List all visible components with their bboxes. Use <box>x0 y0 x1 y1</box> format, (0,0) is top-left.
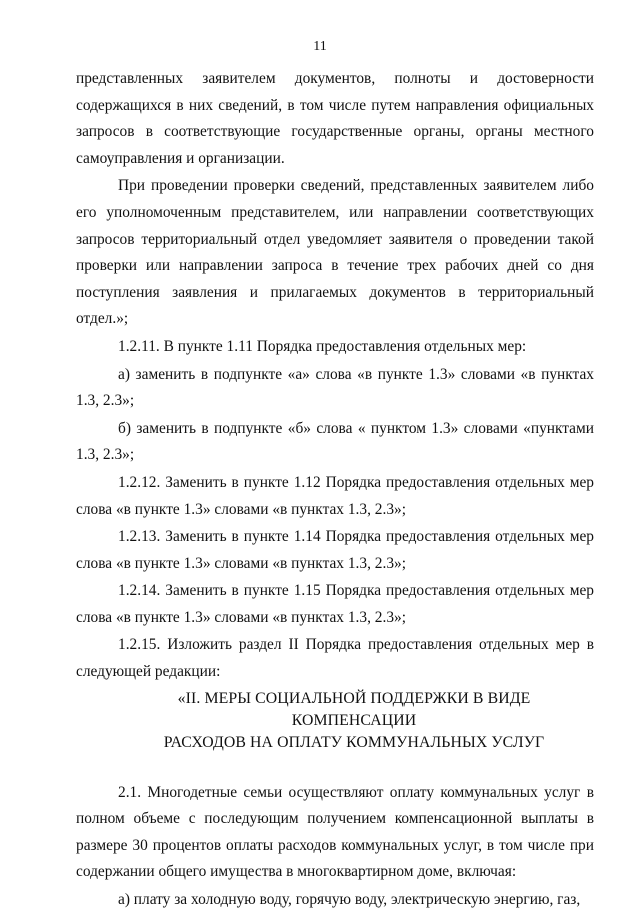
section-heading-line-2: РАСХОДОВ НА ОПЛАТУ КОММУНАЛЬНЫХ УСЛУГ <box>163 733 545 751</box>
paragraph-1-2-12: 1.2.12. Заменить в пункте 1.12 Порядка предоставления отдельных мер слова «в пункте 1.3» словами «в пунктах 1.3, 2.3»; <box>76 473 594 518</box>
page-number: 11 <box>313 39 327 54</box>
paragraph-2-1-subitem-a: а) плату за холодную воду, горячую воду, электрическую энергию, газ, <box>118 891 581 909</box>
paragraph-continuation: представленных заявителем документов, полноты и достоверности содержащихся в них сведений, в том числе путем направления официальных запросов в соответствующие государственные органы, органы местного самоуправления и организации. <box>76 70 594 167</box>
paragraph-1-2-14: 1.2.14. Заменить в пункте 1.15 Порядка предоставления отдельных мер слова «в пункте 1.3» словами «в пунктах 1.3, 2.3»; <box>76 582 594 626</box>
paragraph-verification-notice: При проведении проверки сведений, представленных заявителем либо его уполномоченным представителем, или направлении соответствующих запросов территориальный отдел уведомляет заявителя о проведении такой проверки или направлении запроса в течение трех рабочих дней со дня поступления заявления и прилагаемых документов в территориальный отдел.»; <box>76 177 594 328</box>
section-heading <box>76 688 594 754</box>
document-body <box>76 66 594 914</box>
paragraph-1-2-15: 1.2.15. Изложить раздел II Порядка предоставления отдельных мер в следующей редакции: <box>76 636 594 681</box>
paragraph-subitem-b: б) заменить в подпункте «б» слова « пунктом 1.3» словами «пунктами 1.3, 2.3»; <box>76 419 594 464</box>
paragraph-subitem-a: а) заменить в подпункте «а» слова «в пункте 1.3» словами «в пунктах 1.3, 2.3»; <box>76 365 594 410</box>
section-heading-line-1: «II. МЕРЫ СОЦИАЛЬНОЙ ПОДДЕРЖКИ В ВИДЕ КОМПЕНСАЦИИ <box>177 689 531 729</box>
paragraph-2-1: 2.1. Многодетные семьи осуществляют оплату коммунальных услуг в полном объеме с последующим получением компенсационной выплаты в размере 30 процентов оплаты расходов коммунальных услуг, в том числе при содержании общего имущества в многоквартирном доме, включая: <box>76 783 594 881</box>
paragraph-1-2-13: 1.2.13. Заменить в пункте 1.14 Порядка предоставления отдельных мер слова «в пункте 1.3» словами «в пунктах 1.3, 2.3»; <box>76 528 594 572</box>
paragraph-1-2-11: 1.2.11. В пункте 1.11 Порядка предоставления отдельных мер: <box>118 337 527 355</box>
